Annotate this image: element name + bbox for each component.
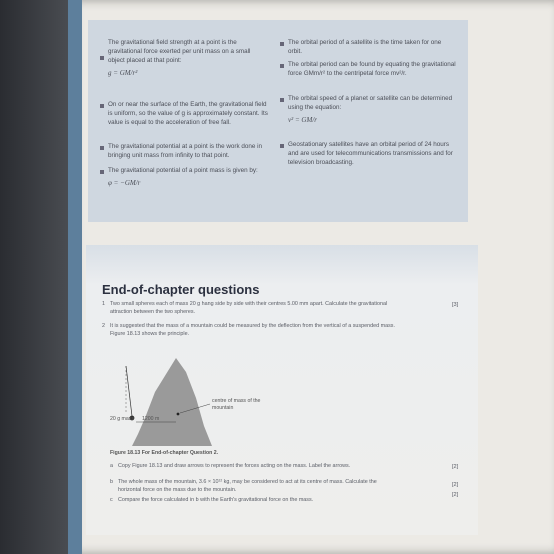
mountain-shape — [132, 358, 212, 446]
part-c-marks: [2] — [452, 492, 459, 498]
summary-right-item: The orbital period can be found by equating the gravitational force GMm/r² to the centripetal force mv²/r. — [288, 61, 456, 77]
desk-shadow — [0, 0, 70, 554]
part-letter: a — [110, 463, 113, 469]
part-a-marks: [2] — [452, 464, 459, 470]
bullet — [280, 144, 284, 148]
summary-left-item: The gravitational potential of a point mass is given by: φ = −GM/r — [108, 167, 258, 187]
bullet — [100, 146, 104, 150]
centre-of-mass-dot — [177, 413, 180, 416]
summary-right-item: Geostationary satellites have an orbital period of 24 hours and are used for telecommunications transmissions and for television broadcasting. — [288, 141, 453, 166]
summary-right-item: The orbital period of a satellite is the time taken for one orbit. — [288, 39, 442, 55]
bullet — [280, 42, 284, 46]
question-1-text: Two small spheres each of mass 20 g hang side by side with their centres 5.00 mm apart. Calculate the gravitational attraction between the two spheres. — [110, 301, 388, 315]
bullet — [280, 98, 284, 102]
bullet — [100, 170, 104, 174]
summary-box — [88, 20, 468, 222]
summary-left-item: The gravitational field strength at a point is the gravitational force exerted per unit mass on a small object placed at that point: g = GM/r² — [108, 39, 251, 77]
summary-left-item: On or near the surface of the Earth, the gravitational field is uniform, so the value of g is approximately constant. Its value is equal to the acceleration of free fall. — [108, 101, 268, 126]
mass-label: 20 g mass — [110, 416, 134, 422]
page-edge-strip — [68, 0, 82, 554]
figure-caption: Figure 18.13 For End-of-chapter Question 2. — [110, 450, 219, 456]
part-b-text: The whole mass of the mountain, 3.6 × 10¹² kg, may be considered to act at its centre of mass. Calculate the horizontal force on the mass due to the mountain. — [118, 479, 377, 493]
suspension-thread — [126, 366, 132, 416]
part-c-text: Compare the force calculated in b with the Earth's gravitational force on the mass. — [118, 497, 314, 503]
distance-label: 1200 m — [142, 416, 160, 422]
part-letter: b — [110, 479, 113, 485]
section-heading: End-of-chapter questions — [102, 282, 260, 297]
centre-of-mass-label: centre of mass of the mountain — [212, 398, 261, 411]
bullet — [100, 104, 104, 108]
part-letter: c — [110, 497, 113, 503]
question-number: 2 — [102, 323, 105, 329]
summary-right-item: The orbital speed of a planet or satellite can be determined using the equation: v² = GM/r — [288, 95, 453, 124]
summary-left-item: The gravitational potential at a point is the work done in bringing unit mass from infinity to that point. — [108, 143, 263, 159]
part-b-marks: [2] — [452, 482, 459, 488]
bullet — [100, 56, 104, 60]
question-1-marks: [3] — [452, 302, 459, 308]
question-2-text: It is suggested that the mass of a mountain could be measured by the deflection from the vertical of a suspended mass. Figure 18.13 shows the principle. — [110, 323, 395, 337]
bullet — [280, 64, 284, 68]
part-a-text: Copy Figure 18.13 and draw arrows to represent the forces acting on the mass. Label the arrows. — [118, 463, 351, 469]
question-number: 1 — [102, 301, 105, 307]
